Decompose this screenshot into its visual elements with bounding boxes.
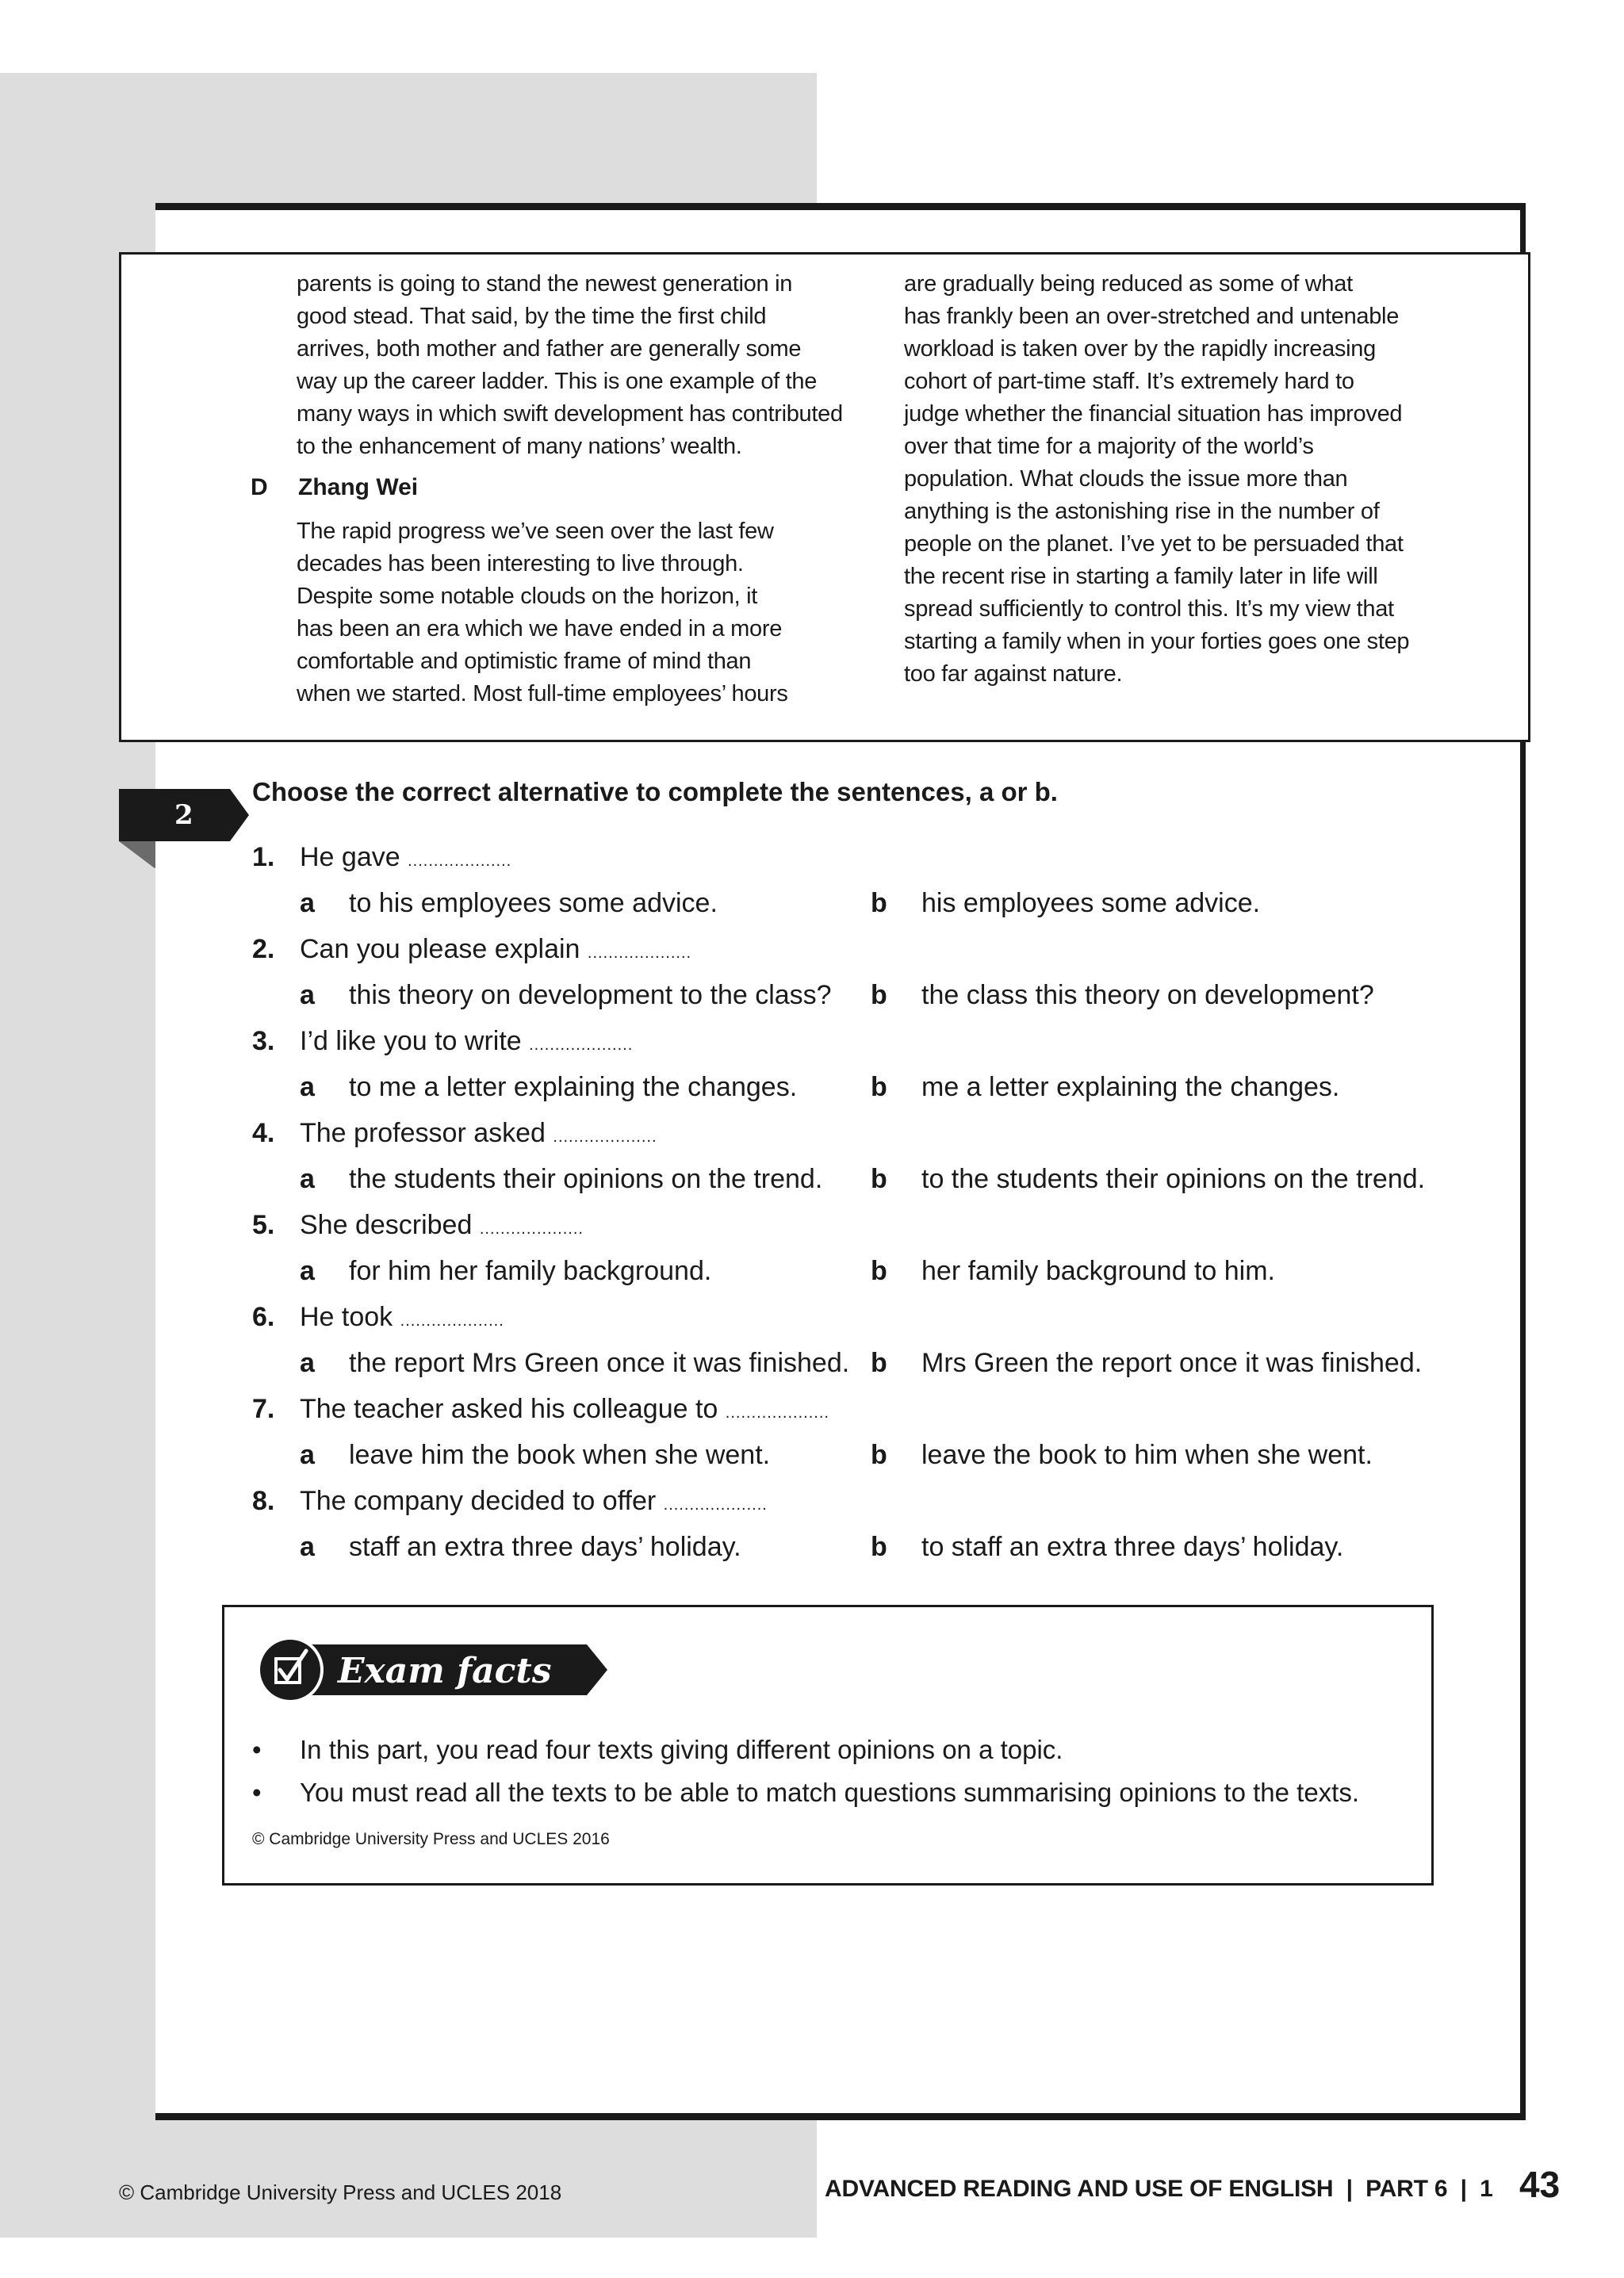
- options-row: [0, 1064, 1624, 1110]
- option-a-text: the students their opinions on the trend.: [349, 1164, 823, 1194]
- footer-copyright: © Cambridge University Press and UCLES 2018: [119, 2180, 562, 2204]
- text-line: cohort of part-time staff. It’s extremely hard to: [904, 369, 1354, 394]
- option-a-text: to his employees some advice.: [349, 888, 718, 918]
- stem-text: The teacher asked his colleague to: [300, 1394, 718, 1424]
- question-stem: [300, 834, 511, 884]
- option-b-letter: b: [871, 980, 887, 1010]
- text-line: starting a family when in your forties goes one step: [904, 629, 1410, 654]
- exercise-number: 2: [174, 799, 193, 831]
- option-b-text: to the students their opinions on the trend.: [921, 1164, 1426, 1194]
- option-b-text: the class this theory on development?: [921, 980, 1374, 1010]
- text-line: Despite some notable clouds on the horizon, it: [297, 584, 758, 609]
- stem-text: She described: [300, 1210, 473, 1240]
- text-line: spread sufficiently to control this. It’s my view that: [904, 596, 1394, 622]
- question-number: 2.: [252, 934, 275, 964]
- option-a-text: leave him the book when she went.: [349, 1440, 771, 1470]
- bullet-dot: •: [252, 1778, 262, 1807]
- text-line: the recent rise in starting a family later in life will: [904, 564, 1378, 589]
- stem-text: Can you please explain: [300, 934, 580, 964]
- answer-blank: ....................: [725, 1404, 829, 1422]
- bullet-text: You must read all the texts to be able to match questions summarising opinions to the texts.: [300, 1778, 1360, 1807]
- text-line: The rapid progress we’ve seen over the last few: [297, 519, 774, 544]
- text-line: has frankly been an over-stretched and untenable: [904, 304, 1400, 329]
- stem-text: He gave: [300, 842, 400, 872]
- option-a-letter: a: [300, 1348, 315, 1378]
- stem-text: I’d like you to write: [300, 1026, 522, 1056]
- text-column-right: [904, 268, 1459, 691]
- question-stem: [300, 1478, 768, 1528]
- option-b-letter: b: [871, 1072, 887, 1102]
- section-author: Zhang Wei: [298, 474, 419, 500]
- text-line: people on the planet. I’ve yet to be persuaded that: [904, 531, 1404, 557]
- question-row: [0, 1018, 1624, 1064]
- footer-title: ADVANCED READING AND USE OF ENGLISH | PART 6 | 1: [825, 2176, 1493, 2202]
- answer-blank: ....................: [529, 1036, 634, 1054]
- question-row: [0, 1294, 1624, 1340]
- option-b-letter: b: [871, 1256, 887, 1286]
- text-line: workload is taken over by the rapidly increasing: [904, 336, 1376, 362]
- question-stem: [300, 1110, 657, 1160]
- question-number: 6.: [252, 1302, 275, 1332]
- option-b-letter: b: [871, 1532, 887, 1562]
- question-stem: [300, 1202, 584, 1252]
- page-number: 43: [1519, 2164, 1561, 2205]
- option-a-letter: a: [300, 1072, 315, 1102]
- options-row: [0, 1432, 1624, 1478]
- text-line: too far against nature.: [904, 661, 1123, 687]
- question-stem: [300, 1018, 633, 1068]
- option-a-letter: a: [300, 1164, 315, 1194]
- option-b-text: her family background to him.: [921, 1256, 1275, 1286]
- text-line: many ways in which swift development has contributed: [297, 401, 843, 427]
- text-line: parents is going to stand the newest generation in: [297, 271, 793, 297]
- text-line: comfortable and optimistic frame of mind than: [297, 649, 752, 674]
- text-line: are gradually being reduced as some of what: [904, 271, 1353, 297]
- bullet-text: In this part, you read four texts giving different opinions on a topic.: [300, 1735, 1063, 1764]
- question-stem: [300, 926, 691, 976]
- option-a-text: staff an extra three days’ holiday.: [349, 1532, 741, 1562]
- option-a-letter: a: [300, 1532, 315, 1562]
- question-row: [0, 1202, 1624, 1248]
- question-row: [0, 834, 1624, 880]
- option-a-text: this theory on development to the class?: [349, 980, 832, 1010]
- option-a-text: for him her family background.: [349, 1256, 712, 1286]
- option-a-letter: a: [300, 888, 315, 918]
- text-line: has been an era which we have ended in a more: [297, 616, 783, 641]
- question-row: [0, 926, 1624, 972]
- options-row: [0, 972, 1624, 1018]
- question-number: 4.: [252, 1118, 275, 1148]
- options-row: [0, 1248, 1624, 1294]
- stem-text: The professor asked: [300, 1118, 546, 1148]
- question-number: 8.: [252, 1486, 275, 1516]
- question-row: [0, 1386, 1624, 1432]
- option-b-text: Mrs Green the report once it was finished.: [921, 1348, 1423, 1378]
- options-row: [0, 1524, 1624, 1570]
- text-line: anything is the astonishing rise in the number of: [904, 499, 1380, 524]
- text-line: judge whether the financial situation has improved: [904, 401, 1403, 427]
- question-row: [0, 1110, 1624, 1156]
- option-b-letter: b: [871, 1348, 887, 1378]
- stem-text: The company decided to offer: [300, 1486, 657, 1516]
- question-number: 7.: [252, 1394, 275, 1424]
- option-b-text: me a letter explaining the changes.: [921, 1072, 1340, 1102]
- text-line: arrives, both mother and father are generally some: [297, 336, 802, 362]
- question-number: 1.: [252, 842, 275, 872]
- option-b-text: to staff an extra three days’ holiday.: [921, 1532, 1344, 1562]
- option-a-text: to me a letter explaining the changes.: [349, 1072, 798, 1102]
- text-line: way up the career ladder. This is one example of the: [297, 369, 818, 394]
- answer-blank: ....................: [400, 1312, 504, 1330]
- text-line: when we started. Most full-time employees’ hours: [297, 681, 788, 706]
- option-a-letter: a: [300, 980, 315, 1010]
- options-row: [0, 1156, 1624, 1202]
- answer-blank: ....................: [408, 852, 512, 870]
- option-a-letter: a: [300, 1440, 315, 1470]
- answer-blank: ....................: [553, 1128, 657, 1146]
- section-d-text: [297, 515, 852, 710]
- text-line: good stead. That said, by the time the first child: [297, 304, 767, 329]
- option-b-letter: b: [871, 888, 887, 918]
- question-stem: [300, 1386, 829, 1436]
- facts-copyright: © Cambridge University Press and UCLES 2016: [252, 1830, 610, 1848]
- option-a-letter: a: [300, 1256, 315, 1286]
- stem-text: He took: [300, 1302, 393, 1332]
- text-line: over that time for a majority of the world’s: [904, 434, 1314, 459]
- section-letter: D: [251, 474, 268, 500]
- question-number: 5.: [252, 1210, 275, 1240]
- answer-blank: ....................: [479, 1220, 584, 1238]
- exercise-instruction: Choose the correct alternative to complete the sentences, a or b.: [252, 777, 1058, 806]
- gray-band-bottom: [0, 2120, 817, 2238]
- answer-blank: ....................: [587, 944, 692, 962]
- question-number: 3.: [252, 1026, 275, 1056]
- question-row: [0, 1478, 1624, 1524]
- option-b-letter: b: [871, 1164, 887, 1194]
- text-line: decades has been interesting to live through.: [297, 551, 744, 576]
- bullet-dot: •: [252, 1735, 262, 1764]
- text-line: to the enhancement of many nations’ wealth.: [297, 434, 742, 459]
- options-row: [0, 880, 1624, 926]
- option-b-text: leave the book to him when she went.: [921, 1440, 1373, 1470]
- options-row: [0, 1340, 1624, 1386]
- option-b-letter: b: [871, 1440, 887, 1470]
- text-line: population. What clouds the issue more than: [904, 466, 1348, 492]
- text-column-left: [297, 268, 852, 463]
- exam-facts-title: Exam facts: [338, 1651, 552, 1691]
- question-stem: [300, 1294, 504, 1344]
- option-b-text: his employees some advice.: [921, 888, 1261, 918]
- answer-blank: ....................: [663, 1496, 768, 1514]
- option-a-text: the report Mrs Green once it was finished.: [349, 1348, 850, 1378]
